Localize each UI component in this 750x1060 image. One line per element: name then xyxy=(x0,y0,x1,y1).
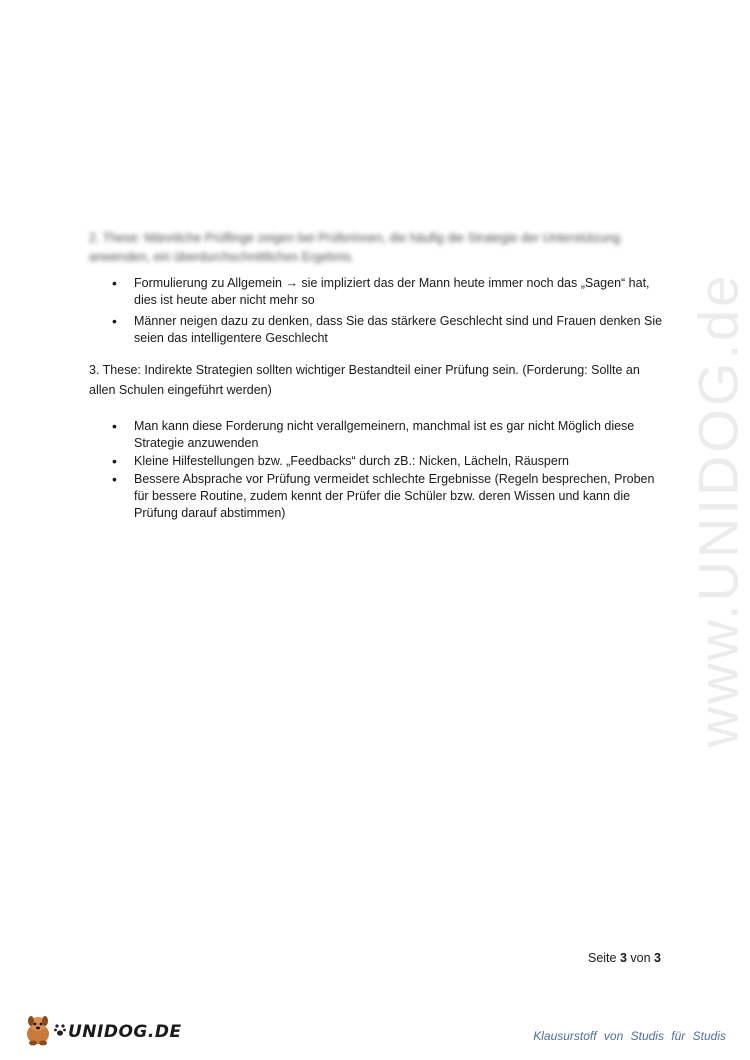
list-item: • Männer neigen dazu zu denken, dass Sie das stärkere Geschlecht sind und Frauen denken Sie seien das intelligentere Geschlecht xyxy=(108,313,668,347)
blurred-thesis-2: 2. These: Männliche Prüflinge zeigen bei Prüferinnen, die häufig die Strategie der Unterstützung anwenden, ein überdurchschnittliches Ergebnis. xyxy=(89,230,621,264)
list-item: • Kleine Hilfestellungen bzw. „Feedbacks“ durch zB.: Nicken, Lächeln, Räuspern xyxy=(108,453,668,470)
dog-icon xyxy=(22,1012,54,1053)
page-current: 3 xyxy=(619,951,627,965)
bullet-list-thesis-3 xyxy=(108,418,668,523)
paw-icon xyxy=(54,1023,66,1042)
watermark-text: www.UNIDOG.de xyxy=(686,272,750,748)
list-item: • Bessere Absprache vor Prüfung vermeidet schlechte Ergebnisse (Regeln besprechen, Proben für bessere Routine, zudem kennt der Prüfer die Schüler bzw. deren Wissen und kann die Prüfung darauf abstimmen) xyxy=(108,471,668,522)
bullet-list-thesis-2 xyxy=(108,275,668,351)
list-item: • Formulierung zu Allgemein → sie impliziert das der Mann heute immer noch das „Sagen“ hat, dies ist heute aber nicht mehr so xyxy=(108,275,668,309)
page-total: 3 xyxy=(654,951,661,965)
page-prefix: Seite xyxy=(587,951,617,965)
thesis-3-paragraph: 3. These: Indirekte Strategien sollten wichtiger Bestandteil einer Prüfung sein. (Forderung: Sollte an allen Schulen eingeführt werden) xyxy=(89,363,640,397)
footer-tagline: Klausurstoff von Studis für Studis xyxy=(533,1029,726,1043)
unidog-logo xyxy=(22,1012,182,1052)
page-mid: von xyxy=(630,951,651,965)
list-item: • Man kann diese Forderung nicht verallgemeinern, manchmal ist es gar nicht Möglich diese Strategie anzuwenden xyxy=(108,418,668,452)
page-number xyxy=(588,951,661,965)
logo-text: UNIDOG.DE xyxy=(68,1022,182,1042)
